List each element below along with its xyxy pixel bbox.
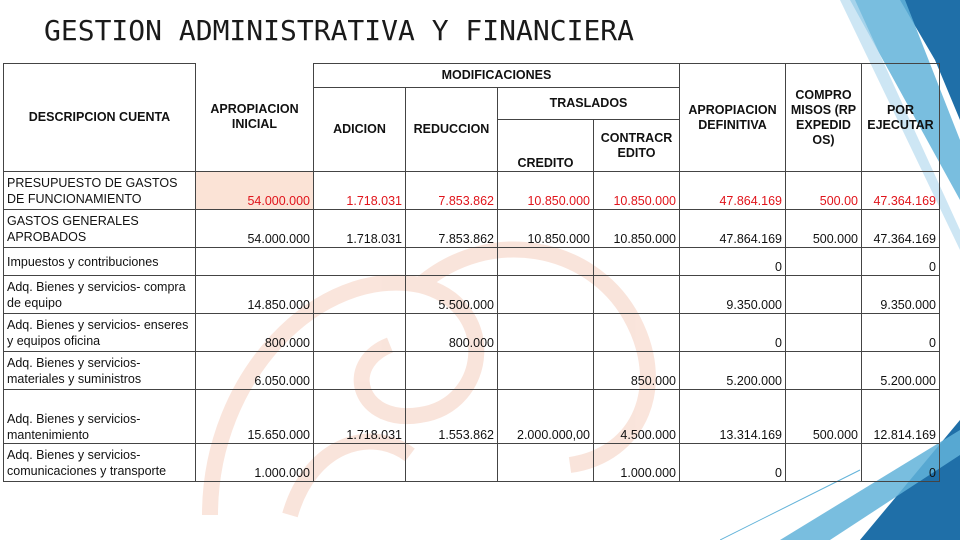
row-description: GASTOS GENERALES APROBADOS	[4, 210, 196, 248]
cell-credito: 2.000.000,00	[498, 390, 594, 444]
cell-por-ejecutar: 47.364.169	[862, 172, 940, 210]
cell-compromisos: 500.000	[786, 390, 862, 444]
cell-contracredito	[594, 248, 680, 276]
cell-adicion: 1.718.031	[314, 172, 406, 210]
table-row	[4, 352, 940, 390]
cell-apropiacion-definitiva: 13.314.169	[680, 390, 786, 444]
table-row	[4, 390, 940, 444]
header-traslados: TRASLADOS	[498, 88, 680, 120]
cell-apropiacion-inicial: 14.850.000	[196, 276, 314, 314]
cell-apropiacion-definitiva: 47.864.169	[680, 210, 786, 248]
cell-reduccion: 1.553.862	[406, 390, 498, 444]
cell-adicion	[314, 276, 406, 314]
cell-por-ejecutar: 0	[862, 444, 940, 482]
row-description: Adq. Bienes y servicios- compra de equipo	[4, 276, 196, 314]
cell-credito	[498, 248, 594, 276]
cell-compromisos: 500.000	[786, 210, 862, 248]
cell-apropiacion-inicial	[196, 248, 314, 276]
cell-contracredito: 10.850.000	[594, 210, 680, 248]
cell-apropiacion-definitiva: 0	[680, 248, 786, 276]
cell-adicion	[314, 444, 406, 482]
cell-reduccion	[406, 444, 498, 482]
cell-reduccion	[406, 352, 498, 390]
table-row	[4, 444, 940, 482]
cell-adicion	[314, 248, 406, 276]
header-apropiacion-inicial: APROPIACION INICIAL	[196, 64, 314, 172]
cell-credito	[498, 276, 594, 314]
cell-apropiacion-definitiva: 9.350.000	[680, 276, 786, 314]
cell-compromisos	[786, 352, 862, 390]
table-row	[4, 248, 940, 276]
row-description: Impuestos y contribuciones	[4, 248, 196, 276]
cell-apropiacion-inicial: 54.000.000	[196, 210, 314, 248]
header-compromisos: COMPRO MISOS (RP EXPEDID OS)	[786, 64, 862, 172]
cell-contracredito	[594, 276, 680, 314]
cell-apropiacion-definitiva: 5.200.000	[680, 352, 786, 390]
cell-compromisos	[786, 276, 862, 314]
cell-credito: 10.850.000	[498, 172, 594, 210]
cell-apropiacion-definitiva: 0	[680, 444, 786, 482]
cell-por-ejecutar: 5.200.000	[862, 352, 940, 390]
row-description: Adq. Bienes y servicios- enseres y equipos oficina	[4, 314, 196, 352]
cell-por-ejecutar: 0	[862, 314, 940, 352]
cell-compromisos	[786, 444, 862, 482]
cell-contracredito: 4.500.000	[594, 390, 680, 444]
budget-table	[3, 63, 940, 482]
row-description: Adq. Bienes y servicios- materiales y suministros	[4, 352, 196, 390]
cell-reduccion: 7.853.862	[406, 210, 498, 248]
cell-contracredito: 1.000.000	[594, 444, 680, 482]
header-por-ejecutar: POR EJECUTAR	[862, 64, 940, 172]
cell-adicion: 1.718.031	[314, 390, 406, 444]
cell-reduccion: 7.853.862	[406, 172, 498, 210]
table-row	[4, 172, 940, 210]
page-title: GESTION ADMINISTRATIVA Y FINANCIERA	[44, 14, 635, 47]
cell-compromisos	[786, 314, 862, 352]
table-row	[4, 210, 940, 248]
table-row	[4, 276, 940, 314]
row-description: Adq. Bienes y servicios- comunicaciones y transporte	[4, 444, 196, 482]
cell-credito	[498, 314, 594, 352]
cell-apropiacion-inicial: 15.650.000	[196, 390, 314, 444]
header-adicion: ADICION	[314, 88, 406, 172]
cell-por-ejecutar: 9.350.000	[862, 276, 940, 314]
header-modificaciones: MODIFICACIONES	[314, 64, 680, 88]
cell-reduccion: 5.500.000	[406, 276, 498, 314]
cell-apropiacion-inicial: 6.050.000	[196, 352, 314, 390]
cell-por-ejecutar: 0	[862, 248, 940, 276]
cell-credito	[498, 352, 594, 390]
cell-reduccion: 800.000	[406, 314, 498, 352]
header-reduccion: REDUCCION	[406, 88, 498, 172]
cell-compromisos	[786, 248, 862, 276]
header-descripcion: DESCRIPCION CUENTA	[4, 64, 196, 172]
cell-por-ejecutar: 47.364.169	[862, 210, 940, 248]
row-description: PRESUPUESTO DE GASTOS DE FUNCIONAMIENTO	[4, 172, 196, 210]
cell-contracredito: 10.850.000	[594, 172, 680, 210]
cell-reduccion	[406, 248, 498, 276]
cell-contracredito: 850.000	[594, 352, 680, 390]
header-contracredito: CONTRACR EDITO	[594, 120, 680, 172]
cell-apropiacion-definitiva: 47.864.169	[680, 172, 786, 210]
cell-por-ejecutar: 12.814.169	[862, 390, 940, 444]
cell-apropiacion-inicial: 800.000	[196, 314, 314, 352]
cell-adicion	[314, 314, 406, 352]
header-credito: CREDITO	[498, 120, 594, 172]
cell-compromisos: 500.00	[786, 172, 862, 210]
cell-apropiacion-inicial: 1.000.000	[196, 444, 314, 482]
cell-apropiacion-definitiva: 0	[680, 314, 786, 352]
cell-adicion	[314, 352, 406, 390]
cell-credito	[498, 444, 594, 482]
cell-contracredito	[594, 314, 680, 352]
cell-credito: 10.850.000	[498, 210, 594, 248]
cell-adicion: 1.718.031	[314, 210, 406, 248]
row-description: Adq. Bienes y servicios- mantenimiento	[4, 390, 196, 444]
cell-apropiacion-inicial: 54.000.000	[196, 172, 314, 210]
table-row	[4, 314, 940, 352]
header-apropiacion-definitiva: APROPIACION DEFINITIVA	[680, 64, 786, 172]
